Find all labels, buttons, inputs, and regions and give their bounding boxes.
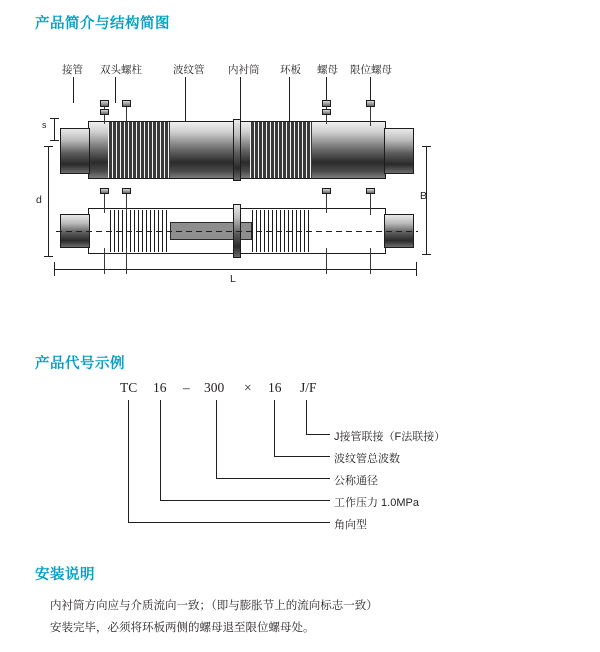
install-note-2: 安装完毕，必须将环板两侧的螺母退至限位螺母处。 [50,622,315,634]
limit-nut-upper-far-right [366,100,375,107]
code-token-diameter: 300 [204,380,225,395]
bellows-convolutions-left [108,122,170,178]
structure-diagram [36,62,470,292]
callout-label-bellows: 波纹管 [173,64,205,76]
callout-label-double-stud: 双头螺柱 [100,64,142,76]
section-title-structure: 产品简介与结构简图 [35,16,170,32]
code-desc-angular-type: 角向型 [334,519,367,531]
ring-plate-upper [233,119,241,181]
section-title-install: 安装说明 [35,567,95,583]
dim-label-l: L [230,273,236,285]
code-token-pressure: 16 [153,380,167,395]
code-token-waves: 16 [268,380,282,395]
callout-label-nut: 螺母 [317,64,338,76]
code-desc-working-pressure: 工作压力 1.0MPa [334,497,419,509]
limit-nut-upper-left [100,109,109,115]
code-token-type: TC [120,380,138,395]
bellows-convolutions-right [250,122,312,178]
nut-upper-right [322,100,331,107]
callout-label-limit-nut: 限位螺母 [350,64,392,76]
nut-lower-left2 [122,188,131,194]
nut-lower-far-right [366,188,375,194]
nut-lower-left [100,188,109,194]
dim-label-d: d [36,194,42,206]
nut-lower-right [322,188,331,194]
left-pipe-end [60,128,90,174]
code-desc-nominal-diameter: 公称通径 [334,475,378,487]
callout-label-liner: 内衬筒 [228,64,260,76]
section-title-code: 产品代号示例 [35,356,125,372]
install-note-1: 内衬筒方向应与介质流向一致；（即与膨胀节上的流向标志一致） [50,600,378,612]
callout-label-ring-plate: 环板 [280,64,301,76]
code-token-connect: J/F [300,380,317,395]
dim-label-b: B [420,190,428,202]
product-code-diagram [120,380,540,540]
dim-label-s: s [42,120,47,130]
stud-nut-upper-left [100,100,109,107]
code-token-dash: – [183,380,190,395]
code-desc-connection: J接管联接（F法联接） [334,431,446,443]
callout-label-pipe: 接管 [62,64,83,76]
stud-nut-upper-left2 [122,100,131,107]
code-token-times: × [244,380,252,395]
right-pipe-end [384,128,414,174]
install-notes [50,598,570,642]
code-desc-wave-count: 波纹管总波数 [334,453,400,465]
centerline [56,231,418,232]
limit-nut-upper-right [322,109,331,115]
